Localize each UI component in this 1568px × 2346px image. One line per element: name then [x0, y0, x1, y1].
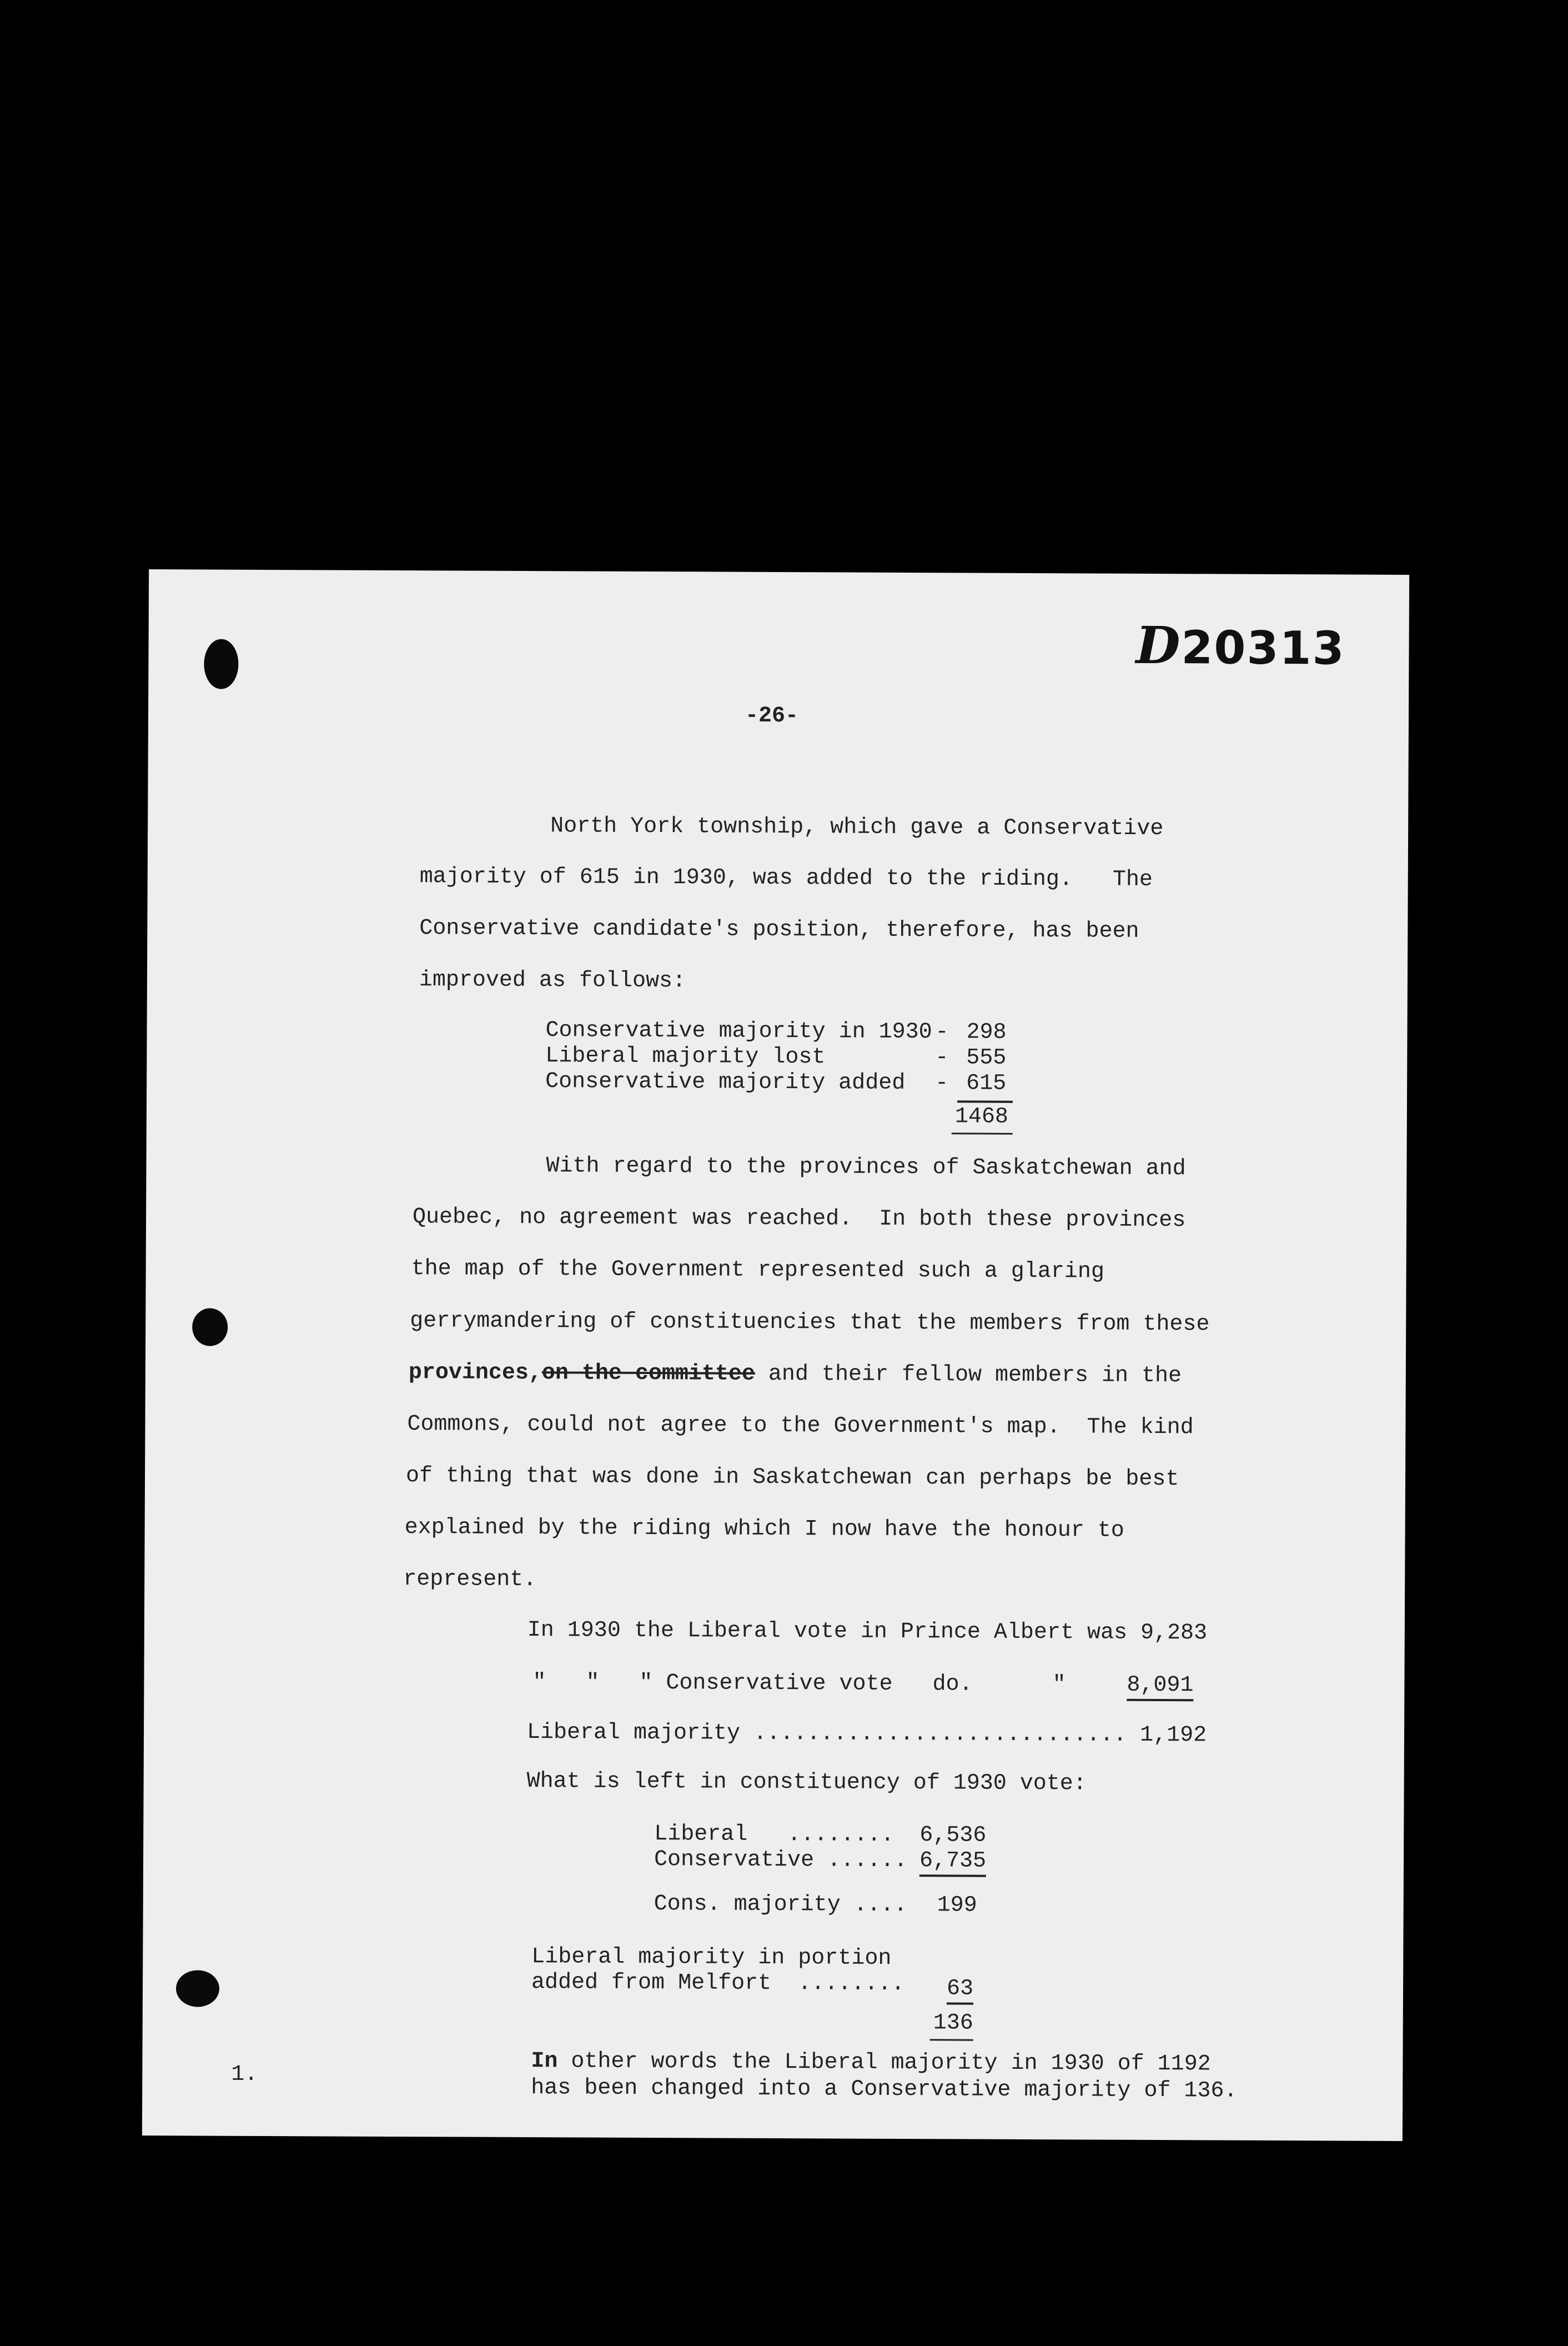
table1-row-1-label: Conservative majority in 1930	[545, 1018, 932, 1045]
left-row-conservative-value: 6,735	[919, 1850, 986, 1877]
margin-number: 1.	[231, 2062, 258, 2087]
table1-total-underline	[952, 1132, 1013, 1134]
left-in-constituency-heading: What is left in constituency of 1930 vote:	[526, 1769, 1087, 1797]
table1-row-2-label: Liberal majority lost	[545, 1044, 826, 1070]
paragraph1-line-4: improved as follows:	[419, 968, 686, 994]
prince-albert-conservative-value: 8,091	[1127, 1675, 1193, 1702]
table1-sum-rule	[957, 1100, 1013, 1102]
paragraph2-line-2: Quebec, no agreement was reached. In both these provinces	[412, 1205, 1186, 1234]
left-row-liberal-value: 6,536	[919, 1823, 987, 1848]
table1-row-3-dash: -	[935, 1071, 949, 1096]
prince-albert-liberal-line: In 1930 the Liberal vote in Prince Albert was 9,283	[527, 1618, 1208, 1646]
punch-hole-bottom	[176, 1970, 219, 2007]
paragraph2-line-9: represent.	[403, 1567, 537, 1593]
paragraph2-line-1: With regard to the provinces of Saskatchewan and	[546, 1154, 1186, 1182]
cons-majority-value: 199	[937, 1893, 977, 1918]
paragraph1-line-2: majority of 615 in 1930, was added to the riding. The	[419, 864, 1153, 893]
table1-row-1-dash: -	[935, 1020, 949, 1045]
table1-row-3-value: 615	[966, 1071, 1007, 1096]
document-id-stamp	[1135, 615, 1345, 676]
table1-row-3-label: Conservative majority added	[545, 1069, 906, 1096]
document-id-number: 20313	[1181, 621, 1345, 675]
paragraph2-line-8: explained by the riding which I now have the honour to	[404, 1515, 1124, 1543]
conclusion-line-2: has been changed into a Conservative majority of 136.	[531, 2076, 1238, 2104]
conclusion-line-1-start: In	[531, 2049, 558, 2074]
punch-hole-middle	[192, 1308, 228, 1346]
conclusion-line-1-rest: other words the Liberal majority in 1930 of 1192	[557, 2049, 1211, 2077]
struck-text: on the committee	[541, 1361, 756, 1387]
paragraph2-line-3: the map of the Government represented such a glaring	[411, 1256, 1104, 1285]
melfort-value: 63	[947, 1978, 973, 2004]
table1-row-2-value: 555	[966, 1045, 1007, 1071]
paragraph1-line-1: North York township, which gave a Conservative	[550, 814, 1164, 842]
table1-row-2-dash: -	[935, 1045, 949, 1071]
paragraph2-line-5-suffix: and their fellow members in the	[755, 1361, 1182, 1389]
melfort-total: 136	[933, 2011, 973, 2036]
paragraph2-line-5-prefix: provinces,	[408, 1360, 542, 1386]
cons-majority-label: Cons. majority ....	[654, 1892, 907, 1918]
melfort-line-1: Liberal majority in portion	[531, 1944, 892, 1971]
prince-albert-majority-line: Liberal majority ............................ 1,192	[526, 1720, 1207, 1748]
paragraph2-line-6: Commons, could not agree to the Government's map. The kind	[407, 1412, 1194, 1441]
paragraph1-line-3: Conservative candidate's position, therefore, has been	[419, 916, 1139, 944]
punch-hole-top	[204, 639, 238, 689]
paragraph2-line-7: of thing that was done in Saskatchewan can perhaps be best	[405, 1463, 1179, 1492]
prince-albert-conservative-line: " " " Conservative vote do. "	[532, 1670, 1066, 1698]
paragraph2-line-4: gerrymandering of constituencies that the members from these	[410, 1309, 1210, 1337]
table1-row-1-value: 298	[966, 1020, 1007, 1045]
table1-total: 1468	[954, 1104, 1008, 1130]
conclusion-line-1	[531, 2051, 1210, 2076]
paragraph2-line-5	[409, 1362, 1182, 1387]
melfort-line-2: added from Melfort ........	[531, 1970, 905, 1997]
document-id-prefix: D	[1135, 615, 1182, 676]
left-row-conservative-label: Conservative ......	[654, 1847, 908, 1874]
document-page	[142, 569, 1409, 2141]
melfort-total-underline	[930, 2039, 973, 2041]
left-row-liberal-label: Liberal ........	[654, 1822, 894, 1848]
page-number: -26-	[745, 703, 799, 729]
